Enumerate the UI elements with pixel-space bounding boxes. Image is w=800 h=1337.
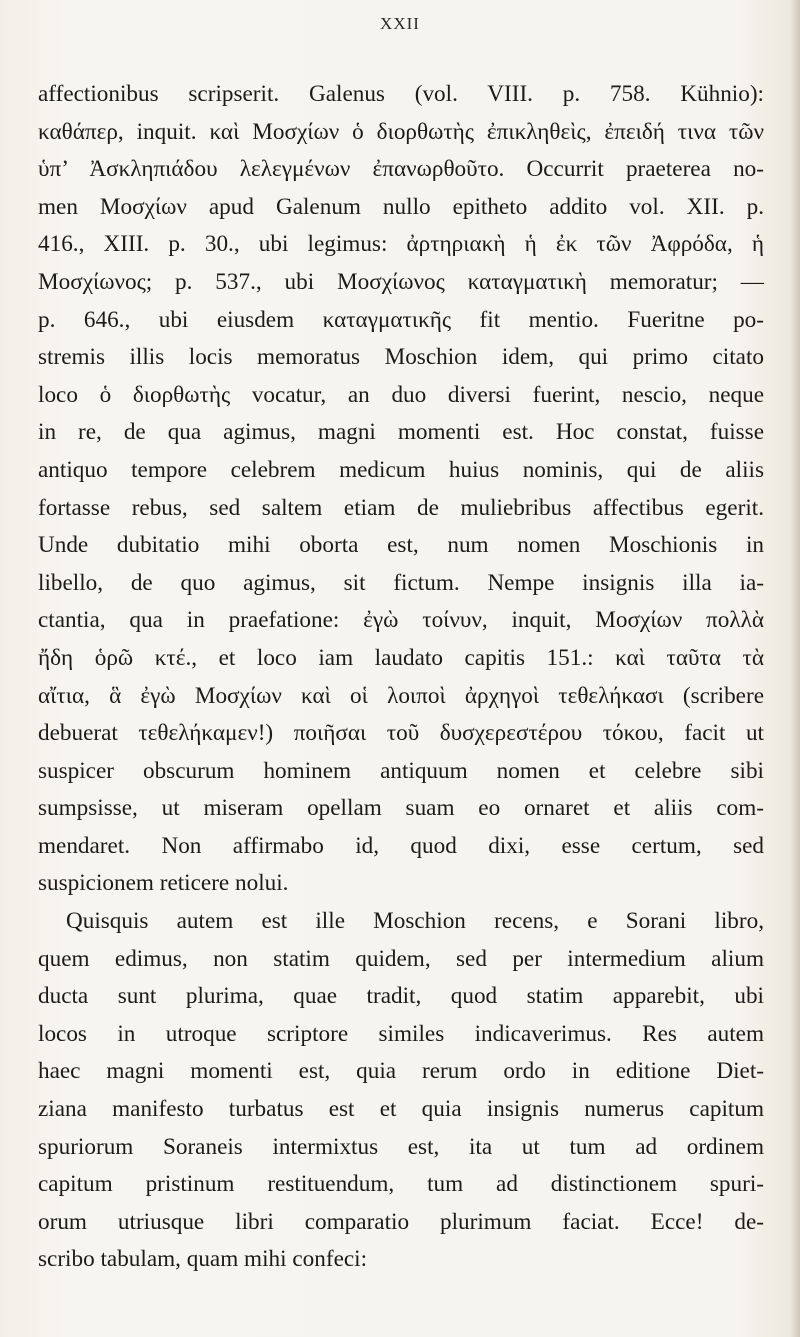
- text-line: 416., XIII. p. 30., ubi legimus: ἀρτηριακὴ ἡ ἐκ τῶν Ἀφρόδα, ἡ: [38, 231, 764, 258]
- main-text: [38, 76, 764, 1279]
- text-line: sumpsisse, ut miseram opellam suam eo ornaret et aliis com-: [38, 795, 764, 822]
- text-line: in re, de qua agimus, magni momenti est. Hoc constat, fuisse: [38, 419, 764, 446]
- text-line: ὑπ’ Ἀσκληπιάδου λελεγμένων ἐπανωρθοῦτο. Occurrit praeterea no-: [38, 156, 764, 183]
- text-line: men Μοσχίων apud Galenum nullo epitheto addito vol. XII. p.: [38, 193, 764, 220]
- text-line: suspicer obscurum hominem antiquum nomen et celebre sibi: [38, 757, 764, 784]
- text-line: affectionibus scripserit. Galenus (vol. VIII. p. 758. Kühnio):: [38, 81, 764, 107]
- text-line: fortasse rebus, sed saltem etiam de muliebribus affectibus egerit.: [38, 494, 764, 521]
- text-line: debuerat τεθελήκαμεν!) ποιῆσαι τοῦ δυσχερεστέρου τόκου, facit ut: [38, 720, 764, 747]
- paragraph-end-line: scribo tabulam, quam mihi confeci:: [38, 1246, 368, 1273]
- text-line: p. 646., ubi eiusdem καταγματικῆς fit mentio. Fueritne po-: [38, 306, 764, 333]
- text-line: loco ὁ διορθωτὴς vocatur, an duo diversi fuerint, nescio, neque: [38, 381, 764, 408]
- text-line: ziana manifesto turbatus est et quia insignis numerus capitum: [38, 1096, 764, 1123]
- text-line: ἤδη ὁρῶ κτέ., et loco iam laudato capitis 151.: καὶ ταῦτα τὰ: [38, 644, 764, 671]
- text-line: αἴτια, ἃ ἐγὼ Μοσχίων καὶ οἱ λοιποὶ ἀρχηγοὶ τεθελήκασι (scribere: [38, 682, 764, 709]
- text-line: Unde dubitatio mihi oborta est, num nomen Moschionis in: [38, 532, 764, 559]
- page-number: XXII: [380, 14, 420, 33]
- text-line: capitum pristinum restituendum, tum ad distinctionem spuri-: [38, 1171, 764, 1198]
- text-line: spuriorum Soraneis intermixtus est, ita ut tum ad ordinem: [38, 1133, 764, 1160]
- text-line: ducta sunt plurima, quae tradit, quod statim apparebit, ubi: [38, 983, 764, 1010]
- paragraph-start-line: Quisquis autem est ille Moschion recens, e Sorani libro,: [66, 908, 764, 935]
- text-line: libello, de quo agimus, sit fictum. Nempe insignis illa ia-: [38, 569, 764, 596]
- page-edge-shadow: [790, 0, 800, 1337]
- text-line: stremis illis locis memoratus Moschion idem, qui primo citato: [38, 344, 764, 371]
- text-line: antiquo tempore celebrem medicum huius nominis, qui de aliis: [38, 456, 764, 483]
- text-line: mendaret. Non affirmabo id, quod dixi, esse certum, sed: [38, 832, 764, 859]
- paragraph-end-line: suspicionem reticere nolui.: [38, 870, 289, 897]
- text-line: καθάπερ, inquit. καὶ Μοσχίων ὁ διορθωτὴς ἐπικληθεὶς, ἐπειδή τινα τῶν: [38, 118, 764, 145]
- text-line: ctantia, qua in praefatione: ἐγὼ τοίνυν, inquit, Μοσχίων πολλὰ: [38, 607, 764, 634]
- text-line: haec magni momenti est, quia rerum ordo in editione Diet-: [38, 1058, 764, 1085]
- text-line: quem edimus, non statim quidem, sed per intermedium alium: [38, 945, 764, 972]
- text-line: orum utriusque libri comparatio plurimum faciat. Ecce! de-: [38, 1208, 764, 1235]
- text-line: Μοσχίωνος; p. 537., ubi Μοσχίωνος καταγματικὴ memoratur; —: [38, 268, 764, 295]
- text-line: locos in utroque scriptore similes indicaverimus. Res autem: [38, 1020, 764, 1047]
